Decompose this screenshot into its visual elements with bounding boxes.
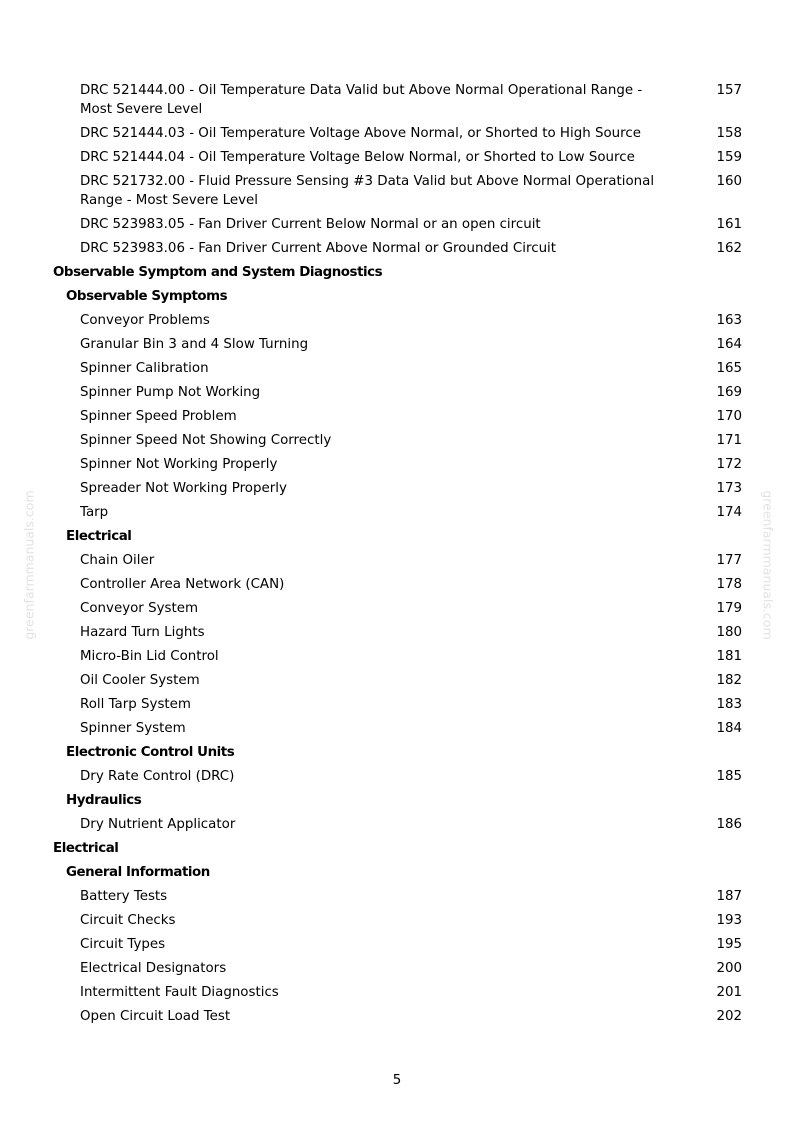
toc-entry-title: Electronic Control Units [66, 744, 235, 760]
toc-entry-page-number: 171 [716, 432, 742, 448]
toc-entry[interactable] [0, 476, 794, 500]
toc-entry-page-number: 157 [716, 82, 742, 98]
toc-entry-page-number: 173 [716, 480, 742, 496]
toc-entry-page-number: 201 [716, 984, 742, 1000]
toc-entry-page-number: 179 [716, 600, 742, 616]
toc-entry-title: Conveyor System [80, 600, 199, 616]
toc-entry[interactable] [0, 500, 794, 524]
toc-entry-title: Chain Oiler [80, 552, 155, 568]
toc-entry-title: Electrical [53, 840, 119, 856]
toc-entry-page-number: 184 [716, 720, 742, 736]
toc-entry[interactable] [0, 404, 794, 428]
toc-entry[interactable] [0, 764, 794, 788]
toc-entry-title: Controller Area Network (CAN) [80, 576, 285, 592]
toc-entry-page-number: 172 [716, 456, 742, 472]
toc-entry-title: DRC 521444.03 - Oil Temperature Voltage Above Normal, or Shorted to High Source [80, 125, 641, 141]
toc-entry[interactable] [0, 548, 794, 572]
toc-entry-title: DRC 521444.00 - Oil Temperature Data Valid but Above Normal Operational Range - Most Severe Level [80, 82, 643, 117]
toc-entry-page-number: 183 [716, 696, 742, 712]
toc-entry-title: Battery Tests [80, 888, 168, 904]
toc-entry-page-number: 202 [716, 1008, 742, 1024]
toc-entry[interactable] [0, 956, 794, 980]
toc-heading [0, 836, 794, 860]
toc-entry-title: Circuit Checks [80, 912, 176, 928]
toc-entry-page-number: 162 [716, 240, 742, 256]
toc-entry-title: Granular Bin 3 and 4 Slow Turning [80, 336, 309, 352]
toc-entry[interactable] [0, 169, 794, 212]
toc-entry[interactable] [0, 356, 794, 380]
toc-entry-page-number: 186 [716, 816, 742, 832]
toc-entry-page-number: 160 [716, 173, 742, 189]
toc-heading [0, 860, 794, 884]
toc-entry-page-number: 180 [716, 624, 742, 640]
toc-heading [0, 284, 794, 308]
toc-entry-title: Hazard Turn Lights [80, 624, 205, 640]
toc-entry-page-number: 200 [716, 960, 742, 976]
toc-entry[interactable] [0, 1004, 794, 1028]
watermark-text: greenfarmmanuals.com [760, 490, 776, 640]
toc-entry[interactable] [0, 380, 794, 404]
toc-entry-title: Micro-Bin Lid Control [80, 648, 219, 664]
toc-entry-title: Spinner Speed Not Showing Correctly [80, 432, 332, 448]
toc-entry-page-number: 165 [716, 360, 742, 376]
toc-entry-title: Spinner Not Working Properly [80, 456, 278, 472]
toc-entry[interactable] [0, 236, 794, 260]
toc-heading [0, 740, 794, 764]
toc-entry-title: Spreader Not Working Properly [80, 480, 287, 496]
toc-entry-title: General Information [66, 864, 210, 880]
toc-entry-title: DRC 523983.06 - Fan Driver Current Above Normal or Grounded Circuit [80, 240, 557, 256]
toc-heading [0, 524, 794, 548]
toc-entry-page-number: 170 [716, 408, 742, 424]
toc-entry-page-number: 161 [716, 216, 742, 232]
toc-entry-page-number: 174 [716, 504, 742, 520]
toc-entry[interactable] [0, 620, 794, 644]
toc-entry[interactable] [0, 572, 794, 596]
toc-entry[interactable] [0, 452, 794, 476]
toc-entry-title: Spinner Calibration [80, 360, 209, 376]
toc-entry-title: Dry Nutrient Applicator [80, 816, 236, 832]
toc-entry[interactable] [0, 980, 794, 1004]
page-number: 5 [392, 1073, 402, 1088]
toc-entry-page-number: 177 [716, 552, 742, 568]
toc-entry[interactable] [0, 644, 794, 668]
toc-entry-page-number: 182 [716, 672, 742, 688]
toc-entry-title: Electrical [66, 528, 132, 544]
toc-entry-title: Dry Rate Control (DRC) [80, 768, 235, 784]
toc-heading [0, 788, 794, 812]
toc-entry[interactable] [0, 308, 794, 332]
toc-entry-title: DRC 523983.05 - Fan Driver Current Below Normal or an open circuit [80, 216, 541, 232]
toc-entry-title: Tarp [80, 504, 109, 520]
toc-entry-title: Spinner System [80, 720, 186, 736]
toc-entry[interactable] [0, 812, 794, 836]
toc-entry[interactable] [0, 884, 794, 908]
toc-entry-page-number: 159 [716, 149, 742, 165]
toc-entry-page-number: 178 [716, 576, 742, 592]
toc-entry[interactable] [0, 121, 794, 145]
toc-entry[interactable] [0, 932, 794, 956]
toc-entry[interactable] [0, 908, 794, 932]
toc-entry[interactable] [0, 596, 794, 620]
toc-entry-page-number: 193 [716, 912, 742, 928]
toc-entry-title: Roll Tarp System [80, 696, 191, 712]
toc-entry[interactable] [0, 428, 794, 452]
toc-entry-title: Spinner Speed Problem [80, 408, 237, 424]
toc-entry-page-number: 181 [716, 648, 742, 664]
toc-entry[interactable] [0, 332, 794, 356]
toc-entry-page-number: 169 [716, 384, 742, 400]
toc-entry[interactable] [0, 145, 794, 169]
toc-entry-page-number: 185 [716, 768, 742, 784]
toc-heading [0, 260, 794, 284]
toc-entry-title: Intermittent Fault Diagnostics [80, 984, 279, 1000]
toc-entry-title: DRC 521444.04 - Oil Temperature Voltage Below Normal, or Shorted to Low Source [80, 149, 635, 165]
toc-entry-page-number: 163 [716, 312, 742, 328]
toc-entry-title: Electrical Designators [80, 960, 227, 976]
toc-entry-page-number: 158 [716, 125, 742, 141]
table-of-contents [0, 78, 794, 1028]
toc-entry-title: Circuit Types [80, 936, 166, 952]
toc-entry-title: Observable Symptoms [66, 288, 228, 304]
toc-entry[interactable] [0, 668, 794, 692]
toc-entry-title: Oil Cooler System [80, 672, 200, 688]
toc-entry[interactable] [0, 692, 794, 716]
toc-entry-page-number: 187 [716, 888, 742, 904]
toc-entry-title: Open Circuit Load Test [80, 1008, 231, 1024]
toc-entry-title: Spinner Pump Not Working [80, 384, 261, 400]
toc-entry-title: Hydraulics [66, 792, 142, 808]
toc-entry[interactable] [0, 78, 794, 121]
toc-entry-title: Conveyor Problems [80, 312, 210, 328]
toc-entry[interactable] [0, 716, 794, 740]
toc-entry-page-number: 195 [716, 936, 742, 952]
toc-entry-title: Observable Symptom and System Diagnostics [53, 264, 383, 280]
toc-entry-page-number: 164 [716, 336, 742, 352]
toc-entry-title: DRC 521732.00 - Fluid Pressure Sensing #3 Data Valid but Above Normal Operational Range - Most Severe Level [80, 173, 655, 208]
toc-entry[interactable] [0, 212, 794, 236]
watermark-text: greenfarmmanuals.com [21, 490, 37, 640]
